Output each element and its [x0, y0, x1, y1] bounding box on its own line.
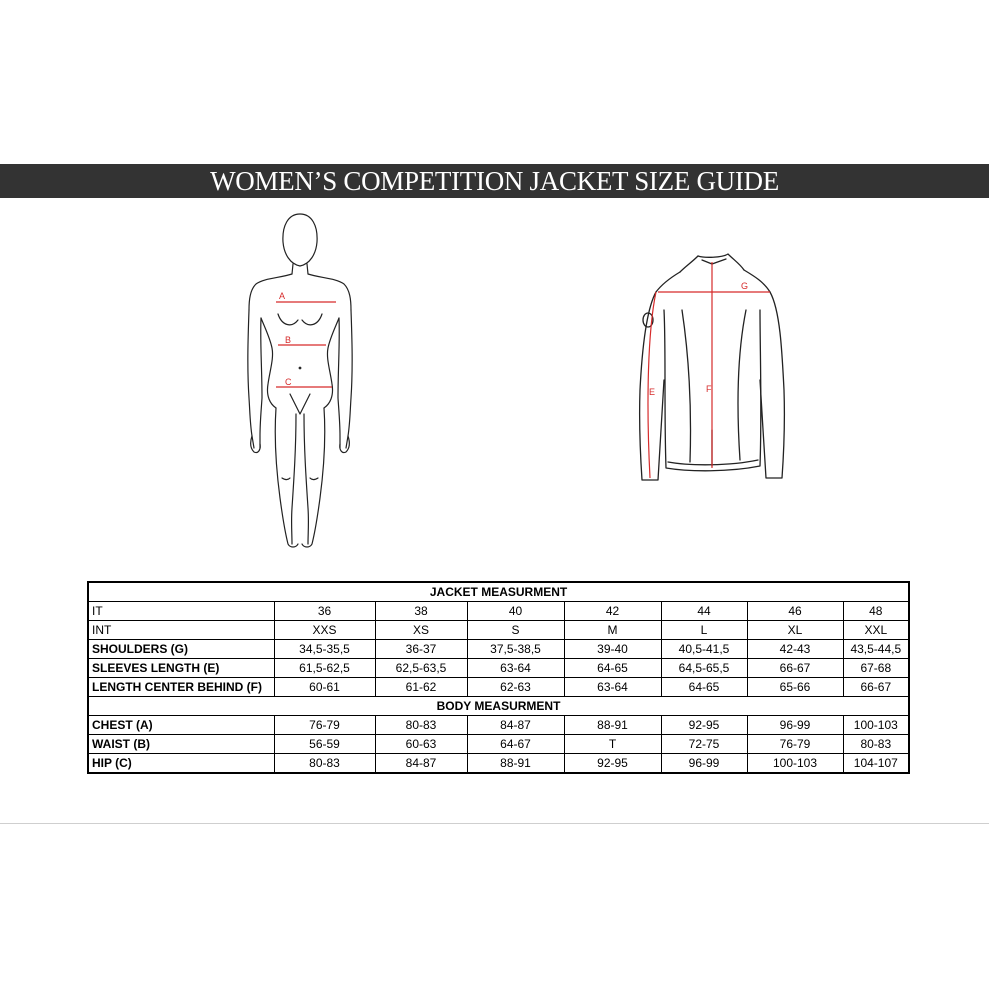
- jacket-section-header: JACKET MEASURMENT: [88, 582, 909, 602]
- table-row: [88, 659, 909, 678]
- body-section-header-row: [88, 697, 909, 716]
- table-cell: 62-63: [467, 678, 564, 697]
- table-cell: 72-75: [661, 735, 747, 754]
- table-row: [88, 621, 909, 640]
- table-cell: 42-43: [747, 640, 843, 659]
- table-cell: 104-107: [843, 754, 909, 774]
- table-cell: 66-67: [843, 678, 909, 697]
- table-cell: L: [661, 621, 747, 640]
- table-cell: 38: [375, 602, 467, 621]
- row-label: CHEST (A): [88, 716, 274, 735]
- table-cell: 65-66: [747, 678, 843, 697]
- table-cell: 76-79: [274, 716, 375, 735]
- table-row: [88, 640, 909, 659]
- table-cell: 96-99: [661, 754, 747, 774]
- table-cell: 64-67: [467, 735, 564, 754]
- size-table: [87, 581, 910, 774]
- page-title: WOMEN’S COMPETITION JACKET SIZE GUIDE: [0, 164, 989, 198]
- table-cell: 64-65: [661, 678, 747, 697]
- table-cell: M: [564, 621, 661, 640]
- table-cell: 40: [467, 602, 564, 621]
- table-cell: 46: [747, 602, 843, 621]
- row-label: SHOULDERS (G): [88, 640, 274, 659]
- table-cell: 44: [661, 602, 747, 621]
- row-label: HIP (C): [88, 754, 274, 774]
- table-cell: 84-87: [375, 754, 467, 774]
- table-row: [88, 716, 909, 735]
- table-cell: 34,5-35,5: [274, 640, 375, 659]
- table-cell: 60-63: [375, 735, 467, 754]
- table-row: [88, 754, 909, 774]
- table-cell: 36-37: [375, 640, 467, 659]
- table-cell: 67-68: [843, 659, 909, 678]
- table-cell: 92-95: [661, 716, 747, 735]
- table-cell: 42: [564, 602, 661, 621]
- table-cell: XXL: [843, 621, 909, 640]
- table-cell: T: [564, 735, 661, 754]
- table-cell: 39-40: [564, 640, 661, 659]
- table-cell: 80-83: [843, 735, 909, 754]
- divider: [0, 823, 989, 824]
- table-cell: 84-87: [467, 716, 564, 735]
- jacket-label-f: F: [706, 384, 712, 394]
- table-cell: 37,5-38,5: [467, 640, 564, 659]
- table-cell: 92-95: [564, 754, 661, 774]
- body-label-a: A: [279, 291, 286, 301]
- table-cell: 43,5-44,5: [843, 640, 909, 659]
- table-cell: 76-79: [747, 735, 843, 754]
- body-label-b: B: [285, 335, 292, 345]
- table-cell: 88-91: [564, 716, 661, 735]
- jacket-figure-illustration: [630, 250, 790, 485]
- row-label: IT: [88, 602, 274, 621]
- table-row: [88, 678, 909, 697]
- table-cell: XS: [375, 621, 467, 640]
- body-figure-illustration: [230, 208, 370, 553]
- table-cell: 56-59: [274, 735, 375, 754]
- table-cell: 64-65: [564, 659, 661, 678]
- table-cell: 80-83: [274, 754, 375, 774]
- table-cell: 62,5-63,5: [375, 659, 467, 678]
- table-cell: 61,5-62,5: [274, 659, 375, 678]
- table-cell: 36: [274, 602, 375, 621]
- row-label: SLEEVES LENGTH (E): [88, 659, 274, 678]
- table-row: [88, 735, 909, 754]
- body-label-c: C: [285, 377, 292, 387]
- table-row: [88, 602, 909, 621]
- table-cell: 64,5-65,5: [661, 659, 747, 678]
- row-label: LENGTH CENTER BEHIND (F): [88, 678, 274, 697]
- table-cell: 100-103: [843, 716, 909, 735]
- jacket-label-e: E: [649, 387, 656, 397]
- table-cell: 66-67: [747, 659, 843, 678]
- table-cell: 61-62: [375, 678, 467, 697]
- table-cell: XXS: [274, 621, 375, 640]
- table-cell: 96-99: [747, 716, 843, 735]
- jacket-label-g: G: [741, 281, 749, 291]
- jacket-section-header-row: [88, 582, 909, 602]
- table-cell: 40,5-41,5: [661, 640, 747, 659]
- table-cell: 80-83: [375, 716, 467, 735]
- body-section-header: BODY MEASURMENT: [88, 697, 909, 716]
- table-cell: 100-103: [747, 754, 843, 774]
- table-cell: 63-64: [467, 659, 564, 678]
- table-cell: 88-91: [467, 754, 564, 774]
- table-cell: 63-64: [564, 678, 661, 697]
- row-label: WAIST (B): [88, 735, 274, 754]
- table-cell: 48: [843, 602, 909, 621]
- table-cell: S: [467, 621, 564, 640]
- table-cell: XL: [747, 621, 843, 640]
- table-cell: 60-61: [274, 678, 375, 697]
- row-label: INT: [88, 621, 274, 640]
